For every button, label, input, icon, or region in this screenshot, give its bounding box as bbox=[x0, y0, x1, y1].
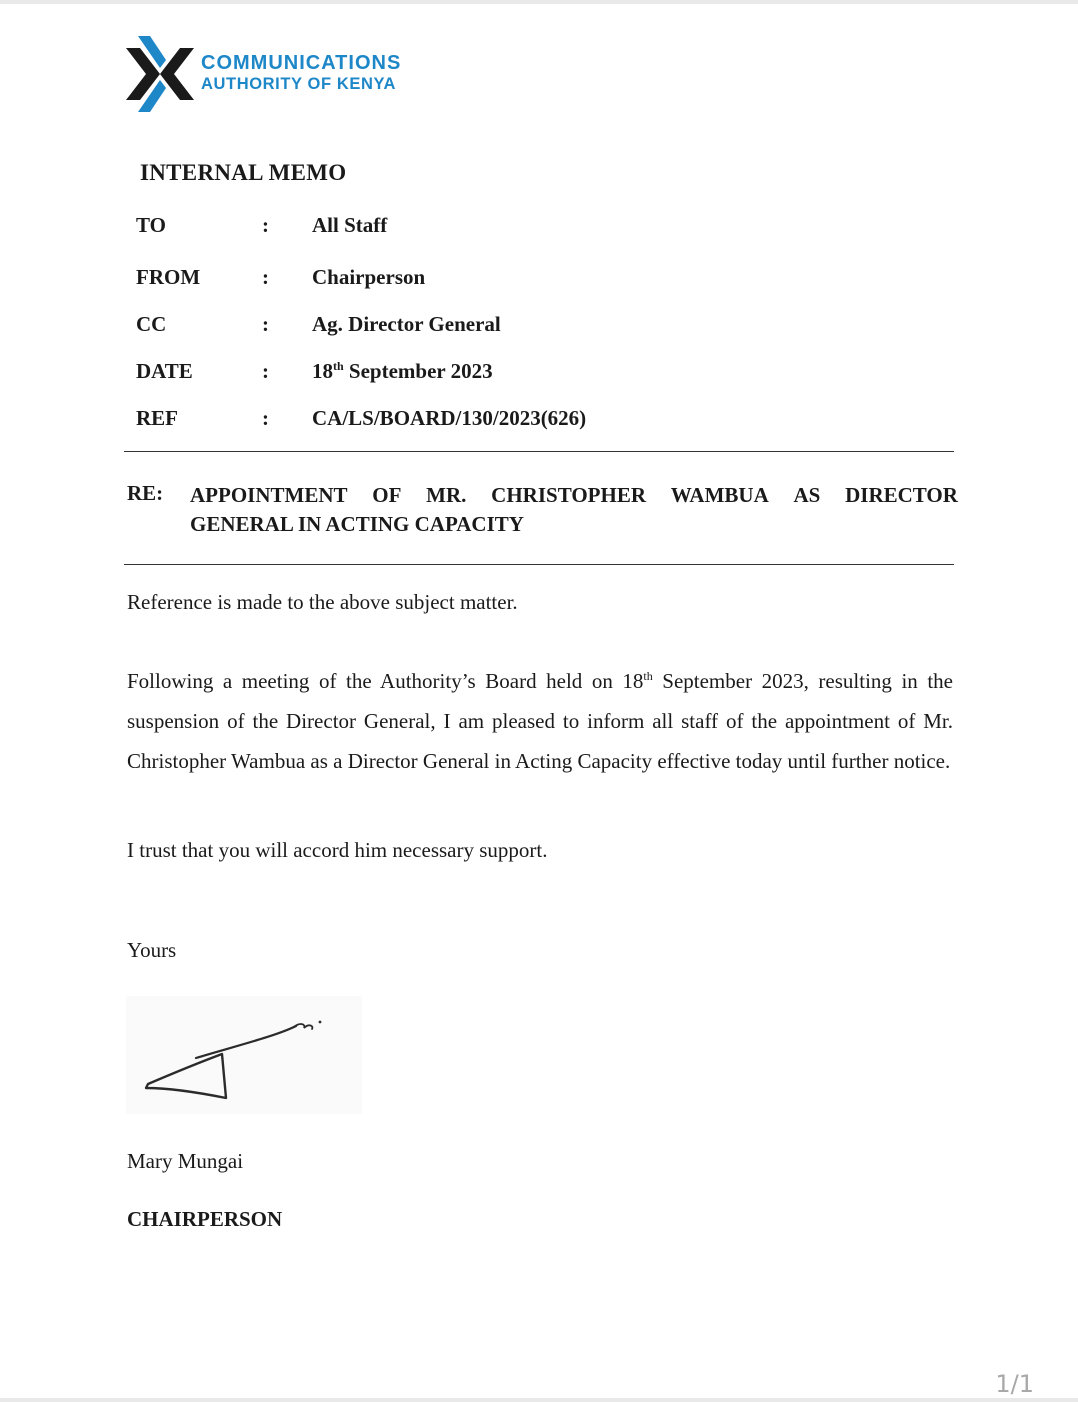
logo-text-line2: AUTHORITY OF KENYA bbox=[201, 75, 397, 93]
header-label-from: FROM bbox=[136, 265, 201, 289]
header-colon: : bbox=[262, 359, 269, 383]
date-rest: September 2023 bbox=[343, 359, 493, 383]
p2-after: September 2023, resulting in the suspension of the Director General, I am pleased to inform all staff of the appointment of Mr. Christopher Wambua as a Director General in Acting Capacity effective today until further notice. bbox=[127, 669, 953, 773]
header-value-from: Chairperson bbox=[312, 265, 426, 289]
logo-text-line1: COMMUNICATIONS bbox=[201, 52, 402, 74]
p2-sup: th bbox=[643, 669, 653, 683]
date-suffix: th bbox=[333, 359, 344, 373]
subject-word: WAMBUA bbox=[670, 483, 769, 507]
subject-word: DIRECTOR bbox=[845, 483, 958, 507]
header-label-to: TO bbox=[136, 213, 166, 237]
signature-image bbox=[126, 996, 362, 1114]
memo-title: INTERNAL MEMO bbox=[140, 160, 347, 185]
subject-line2: GENERAL IN ACTING CAPACITY bbox=[190, 512, 524, 536]
date-day: 18 bbox=[312, 359, 333, 383]
p2-before: Following a meeting of the Authority’s Board held on 18 bbox=[127, 669, 644, 693]
subject-word: AS bbox=[793, 483, 821, 507]
body-paragraph-3: I trust that you will accord him necessary support. bbox=[127, 838, 548, 862]
subject-line1 bbox=[190, 481, 958, 510]
header-colon: : bbox=[262, 406, 269, 430]
subject-word: APPOINTMENT bbox=[190, 483, 348, 507]
memo-page bbox=[0, 4, 1078, 1398]
subject-word: MR. bbox=[426, 483, 467, 507]
page-indicator: 1/1 bbox=[995, 1370, 1034, 1398]
header-label-date: DATE bbox=[136, 359, 193, 383]
header-colon: : bbox=[262, 312, 269, 336]
header-label-ref: REF bbox=[136, 406, 178, 430]
subject-word: CHRISTOPHER bbox=[491, 483, 646, 507]
header-value-ref: CA/LS/BOARD/130/2023(626) bbox=[312, 406, 587, 430]
header-value-cc: Ag. Director General bbox=[312, 312, 501, 336]
divider-bottom bbox=[124, 564, 954, 565]
header-value-date bbox=[312, 359, 493, 384]
body-paragraph-1: Reference is made to the above subject matter. bbox=[127, 590, 518, 614]
subject-label: RE: bbox=[127, 481, 164, 505]
subject-word: OF bbox=[372, 483, 402, 507]
header-colon: : bbox=[262, 213, 269, 237]
body-paragraph-2 bbox=[127, 661, 953, 781]
closing-salutation: Yours bbox=[127, 938, 177, 962]
header-label-cc: CC bbox=[136, 312, 167, 336]
header-colon: : bbox=[262, 265, 269, 289]
divider-top bbox=[124, 451, 954, 452]
signatory-title: CHAIRPERSON bbox=[127, 1207, 283, 1231]
header-value-to: All Staff bbox=[312, 213, 388, 237]
subject-text bbox=[190, 481, 958, 539]
signatory-name: Mary Mungai bbox=[127, 1149, 244, 1173]
ca-kenya-logo-icon bbox=[126, 34, 194, 114]
organization-logo bbox=[126, 34, 426, 114]
